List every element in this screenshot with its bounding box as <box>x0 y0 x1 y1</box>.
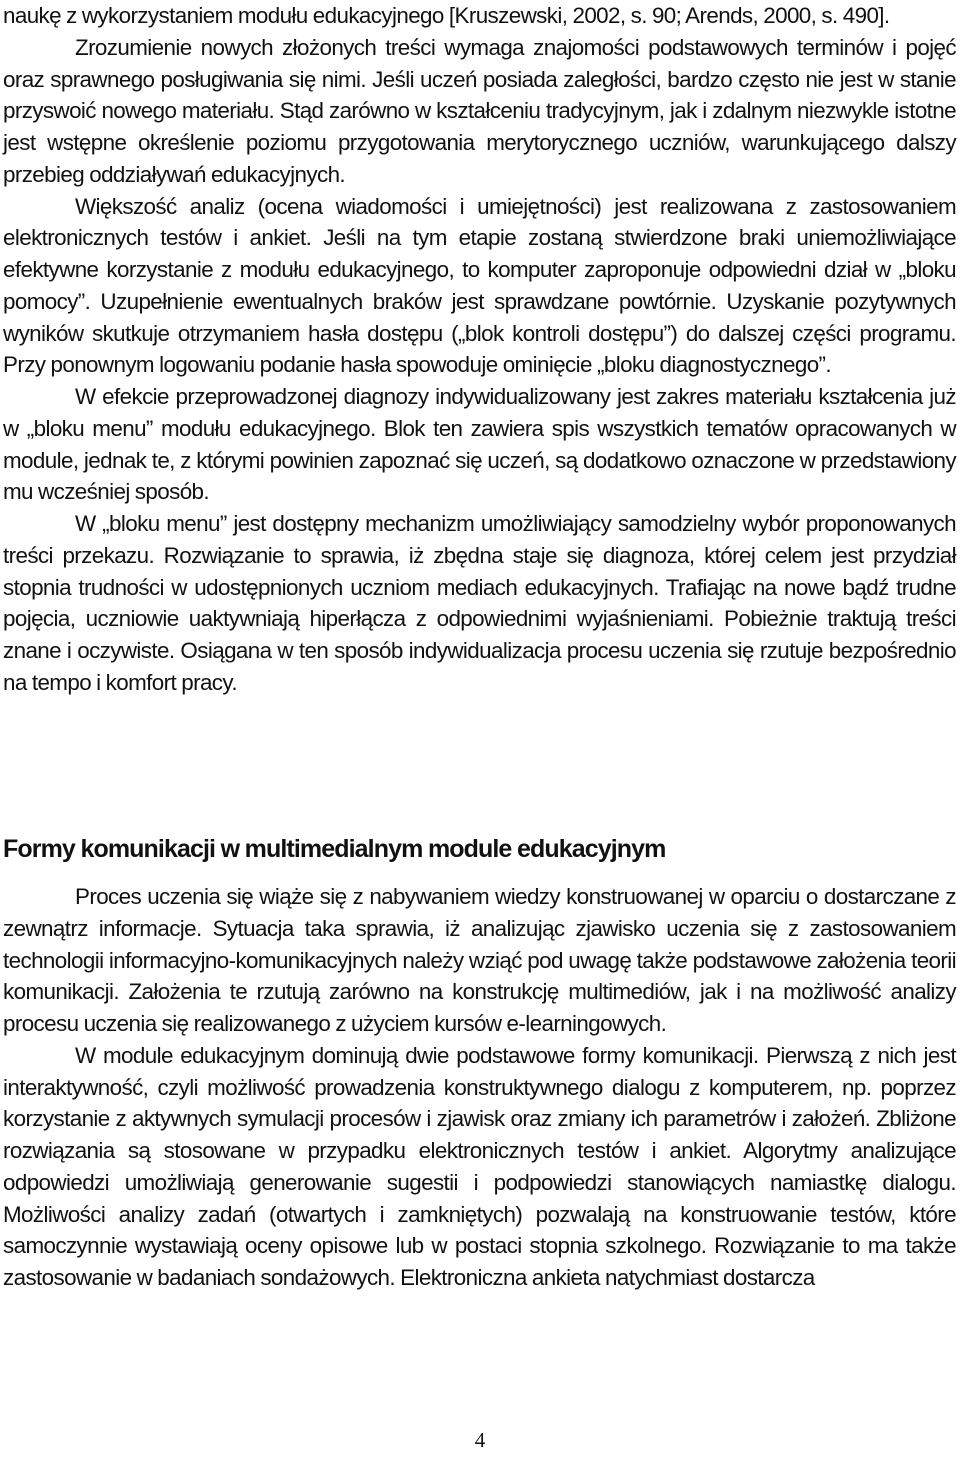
document-body-bottom <box>3 881 956 1294</box>
page-number: 4 <box>474 1428 486 1452</box>
paragraph-prior-knowledge: Zrozumienie nowych złożonych treści wymaga znajomości podstawowych terminów i pojęć oraz sprawnego posługiwania się nimi. Jeśli uczeń posiada zaległości, bardzo często nie jest w stanie przyswoić nowego materiału. Stąd zarówno w kształceniu tradycyjnym, jak i zdalnym niezwykle istotne jest wstępne określenie poziomu przygotowania merytorycznego uczniów, warunkującego dalszy przebieg oddziaływań edukacyjnych. <box>3 34 956 187</box>
paragraph-learning-process: Proces uczenia się wiąże się z nabywaniem wiedzy konstruowanej w oparciu o dostarczane z zewnątrz informacje. Sytuacja taka sprawia, iż analizując zjawisko uczenia się z zastosowaniem technologii informacyjno-komunikacyjnych należy wziąć pod uwagę także podstawowe założenia teorii komunikacji. Założenia te rzutują zarówno na konstrukcję multimediów, jak i na możliwość analizy procesu uczenia się realizowanego z użyciem kursów e-learningowych. <box>3 884 956 1036</box>
document-body-top <box>3 0 956 699</box>
paragraph-diagnosis-effect: W efekcie przeprowadzonej diagnozy indywidualizowany jest zakres materiału kształcenia już w „bloku menu” modułu edukacyjnego. Blok ten zawiera spis wszystkich tematów opracowanych w module, jednak te, z którymi powinien zapoznać się uczeń, są dodatkowo oznaczone w przedstawiony mu wcześniej sposób. <box>3 384 956 505</box>
paragraph-communication-forms: W module edukacyjnym dominują dwie podstawowe formy komunikacji. Pierwszą z nich jest interaktywność, czyli możliwość prowadzenia konstruktywnego dialogu z komputerem, np. poprzez korzystanie z aktywnych symulacji procesów i zjawisk oraz zmiany ich parametrów i założeń. Zbliżone rozwiązania są stosowane w przypadku elektronicznych testów i ankiet. Algorytmy analizujące odpowiedzi umożliwiają generowanie sugestii i podpowiedzi stanowiących namiastkę dialogu. Możliwości analizy zadań (otwartych i zamkniętych) pozwalają na konstruowanie testów, które samoczynnie wystawiają oceny opisowe lub w postaci stopnia szkolnego. Rozwiązanie to ma także zastosowanie w badaniach sondażowych. Elektroniczna ankieta natychmiast dostarcza <box>3 1042 956 1290</box>
section-heading: Formy komunikacji w multimedialnym module edukacyjnym <box>3 835 666 863</box>
paragraph-continued: naukę z wykorzystaniem modułu edukacyjnego [Kruszewski, 2002, s. 90; Arends, 2000, s. 490]. <box>3 3 890 28</box>
paragraph-analyses: Większość analiz (ocena wiadomości i umiejętności) jest realizowana z zastosowaniem elektronicznych testów i ankiet. Jeśli na tym etapie zostaną stwierdzone braki uniemożliwiające efektywne korzystanie z modułu edukacyjnego, to komputer zaproponuje odpowiedni dział w „bloku pomocy”. Uzupełnienie ewentualnych braków jest sprawdzane powtórnie. Uzyskanie pozytywnych wyników skutkuje otrzymaniem hasła dostępu („blok kontroli dostępu”) do dalszej części programu. Przy ponownym logowaniu podanie hasła spowoduje ominięcie „bloku diagnostycznego”. <box>3 193 956 378</box>
paragraph-menu-block: W „bloku menu” jest dostępny mechanizm umożliwiający samodzielny wybór proponowanych treści przekazu. Rozwiązanie to sprawia, iż zbędna staje się diagnoza, której celem jest przydział stopnia trudności w udostępnionych uczniom mediach edukacyjnych. Trafiając na nowe bądź trudne pojęcia, uczniowie uaktywniają hiperłącza z odpowiednimi wyjaśnieniami. Pobieżnie traktują treści znane i oczywiste. Osiągana w ten sposób indywidualizacja procesu uczenia się rzutuje bezpośrednio na tempo i komfort pracy. <box>3 511 956 695</box>
